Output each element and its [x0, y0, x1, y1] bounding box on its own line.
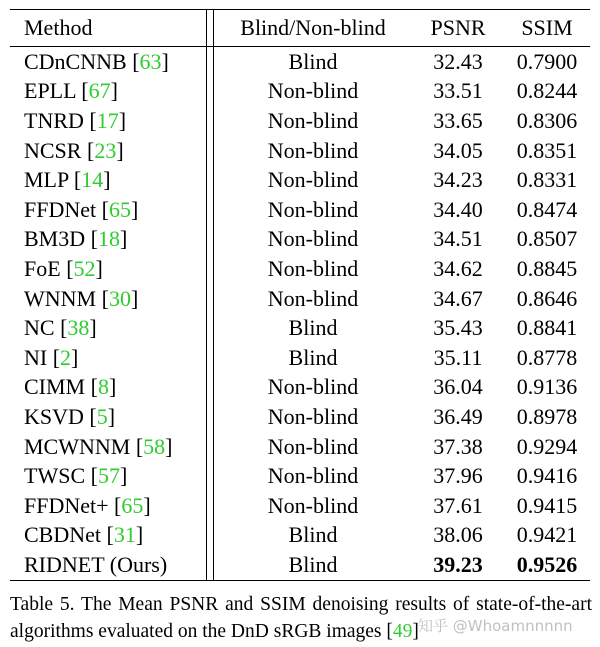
ssim-cell: 0.9294 [516, 433, 578, 459]
psnr-cell: 33.51 [433, 78, 483, 104]
header-ssim: SSIM [504, 10, 590, 47]
psnr-cell: 34.67 [433, 285, 483, 311]
ssim-cell: 0.8845 [516, 255, 578, 281]
psnr-cell: 37.38 [433, 433, 483, 459]
results-table [10, 9, 590, 581]
reference-link[interactable]: 30 [108, 285, 131, 311]
blind-cell: Non-blind [267, 78, 359, 104]
blind-cell: Non-blind [267, 403, 359, 429]
column-double-rule [207, 254, 214, 284]
ssim-cell: 0.9421 [516, 522, 578, 548]
psnr-cell: 32.43 [433, 48, 483, 74]
method-name: KSVD [24, 403, 84, 429]
method-name: MCWNNM [24, 433, 131, 459]
table-row [10, 225, 590, 255]
method-name: NCSR [24, 137, 82, 163]
method-name: FFDNet+ [24, 492, 109, 518]
table-row [10, 106, 590, 136]
reference-link[interactable]: 23 [94, 137, 117, 163]
table-caption: Table 5. The Mean PSNR and SSIM denoising results of state-of-the-art algorithms evaluated on the DnD sRGB images [49] [10, 594, 592, 642]
column-double-rule [207, 373, 214, 403]
blind-cell: Blind [288, 522, 338, 548]
method-cell: FFDNet+ [65] [24, 492, 151, 518]
psnr-cell: 39.23 [412, 550, 504, 580]
reference-link[interactable]: 2 [60, 344, 72, 370]
reference-link[interactable]: 65 [121, 492, 144, 518]
method-name: NI [24, 344, 48, 370]
reference-link[interactable]: 14 [81, 167, 104, 193]
column-double-rule [207, 461, 214, 491]
reference-link[interactable]: 5 [96, 403, 108, 429]
reference-link[interactable]: 63 [139, 48, 162, 74]
method-name: CBDNet [24, 522, 101, 548]
table-row [10, 77, 590, 107]
method-cell: CDnCNNB [63] [24, 48, 169, 74]
column-double-rule [207, 284, 214, 314]
table-row [10, 343, 590, 373]
reference-link[interactable]: 57 [97, 463, 120, 489]
table-row [10, 550, 590, 580]
method-cell: MCWNNM [58] [24, 433, 173, 459]
column-double-rule [207, 491, 214, 521]
caption-reference-link[interactable]: 49 [392, 621, 413, 642]
blind-cell: Non-blind [267, 137, 359, 163]
table-body [10, 47, 590, 581]
reference-link[interactable]: 8 [97, 374, 109, 400]
column-double-rule [207, 432, 214, 462]
method-name: TNRD [24, 107, 84, 133]
method-name: FFDNet [24, 196, 97, 222]
table-row [10, 284, 590, 314]
method-cell: NI [2] [24, 344, 79, 370]
method-cell: CBDNet [31] [24, 522, 144, 548]
blind-cell: Blind [288, 48, 338, 74]
ssim-cell: 0.8646 [516, 285, 578, 311]
method-name: TWSC [24, 463, 86, 489]
table-row [10, 254, 590, 284]
psnr-cell: 33.65 [433, 107, 483, 133]
ssim-cell: 0.8474 [516, 196, 578, 222]
table-header-row [10, 10, 590, 47]
ssim-cell: 0.7900 [516, 48, 578, 74]
column-double-rule [207, 195, 214, 225]
watermark: 知乎 @Whoamnnnnn [418, 617, 573, 635]
psnr-cell: 34.23 [433, 167, 483, 193]
method-name: FoE [24, 255, 61, 281]
blind-cell: Non-blind [267, 433, 359, 459]
method-name: EPLL [24, 78, 76, 104]
method-cell: EPLL [67] [24, 78, 118, 104]
method-cell: KSVD [5] [24, 403, 116, 429]
method-cell: FFDNet [65] [24, 196, 139, 222]
ssim-cell: 0.9416 [516, 463, 578, 489]
method-name: RIDNET (Ours) [24, 551, 168, 577]
reference-link[interactable]: 58 [143, 433, 166, 459]
reference-link[interactable]: 17 [96, 107, 119, 133]
ssim-cell: 0.8507 [516, 226, 578, 252]
blind-cell: Non-blind [267, 196, 359, 222]
blind-cell: Blind [288, 315, 338, 341]
table-row [10, 195, 590, 225]
column-double-rule [207, 343, 214, 373]
blind-cell: Non-blind [267, 167, 359, 193]
table-row [10, 461, 590, 491]
table-row [10, 432, 590, 462]
ssim-cell: 0.8306 [516, 107, 578, 133]
psnr-cell: 37.96 [433, 463, 483, 489]
method-cell: TWSC [57] [24, 463, 128, 489]
ssim-cell: 0.8841 [516, 315, 578, 341]
reference-link[interactable]: 52 [73, 255, 96, 281]
ssim-cell: 0.9526 [504, 550, 590, 580]
psnr-cell: 35.11 [433, 344, 483, 370]
psnr-cell: 35.43 [433, 315, 483, 341]
blind-cell: Non-blind [267, 374, 359, 400]
ssim-cell: 0.9136 [516, 374, 578, 400]
reference-link[interactable]: 67 [88, 78, 111, 104]
method-cell: TNRD [17] [24, 107, 127, 133]
method-name: NC [24, 315, 55, 341]
column-double-rule [207, 402, 214, 432]
method-name: WNNM [24, 285, 97, 311]
table-row [10, 373, 590, 403]
blind-cell: Blind [288, 344, 338, 370]
table-row [10, 402, 590, 432]
ssim-cell: 0.9415 [516, 492, 578, 518]
psnr-cell: 34.62 [433, 255, 483, 281]
blind-cell: Non-blind [267, 463, 359, 489]
method-cell: BM3D [18] [24, 226, 128, 252]
column-double-rule [207, 77, 214, 107]
reference-link[interactable]: 31 [113, 522, 136, 548]
psnr-cell: 34.51 [433, 226, 483, 252]
table-row [10, 165, 590, 195]
psnr-cell: 38.06 [433, 522, 483, 548]
column-double-rule [207, 47, 214, 77]
method-name: MLP [24, 167, 69, 193]
method-cell: CIMM [8] [24, 374, 117, 400]
psnr-cell: 34.05 [433, 137, 483, 163]
column-double-rule [207, 10, 214, 47]
method-name: CIMM [24, 374, 86, 400]
psnr-cell: 37.61 [433, 492, 483, 518]
blind-cell: Non-blind [267, 285, 359, 311]
reference-link[interactable]: 38 [67, 315, 90, 341]
column-double-rule [207, 136, 214, 166]
ssim-cell: 0.8778 [516, 344, 578, 370]
column-double-rule [207, 225, 214, 255]
method-cell: FoE [52] [24, 255, 103, 281]
method-cell: NC [38] [24, 315, 97, 341]
blind-cell: Non-blind [267, 492, 359, 518]
method-cell: NCSR [23] [24, 137, 124, 163]
table-row [10, 47, 590, 77]
blind-cell: Non-blind [267, 255, 359, 281]
ssim-cell: 0.8244 [516, 78, 578, 104]
psnr-cell: 34.40 [433, 196, 483, 222]
column-double-rule [207, 550, 214, 580]
reference-link[interactable]: 18 [97, 226, 120, 252]
blind-cell: Blind [214, 550, 413, 580]
method-cell: WNNM [30] [24, 285, 139, 311]
ssim-cell: 0.8331 [516, 167, 578, 193]
header-blind: Blind/Non-blind [214, 10, 413, 47]
ssim-cell: 0.8351 [516, 137, 578, 163]
ssim-cell: 0.8978 [516, 403, 578, 429]
method-cell [10, 550, 207, 580]
reference-link[interactable]: 65 [108, 196, 131, 222]
method-name: CDnCNNB [24, 48, 127, 74]
table-row [10, 136, 590, 166]
table-row [10, 313, 590, 343]
column-double-rule [207, 106, 214, 136]
column-double-rule [207, 521, 214, 551]
column-double-rule [207, 313, 214, 343]
column-double-rule [207, 165, 214, 195]
psnr-cell: 36.04 [433, 374, 483, 400]
method-cell: MLP [14] [24, 167, 111, 193]
header-method: Method [10, 10, 207, 47]
table-row [10, 521, 590, 551]
psnr-cell: 36.49 [433, 403, 483, 429]
header-psnr: PSNR [412, 10, 504, 47]
blind-cell: Non-blind [267, 226, 359, 252]
blind-cell: Non-blind [267, 107, 359, 133]
table-row [10, 491, 590, 521]
caption-text: Table 5. The Mean PSNR and SSIM denoising results of state-of-the-art algorithms evaluated on the DnD sRGB images [10, 594, 592, 642]
method-name: BM3D [24, 226, 86, 252]
